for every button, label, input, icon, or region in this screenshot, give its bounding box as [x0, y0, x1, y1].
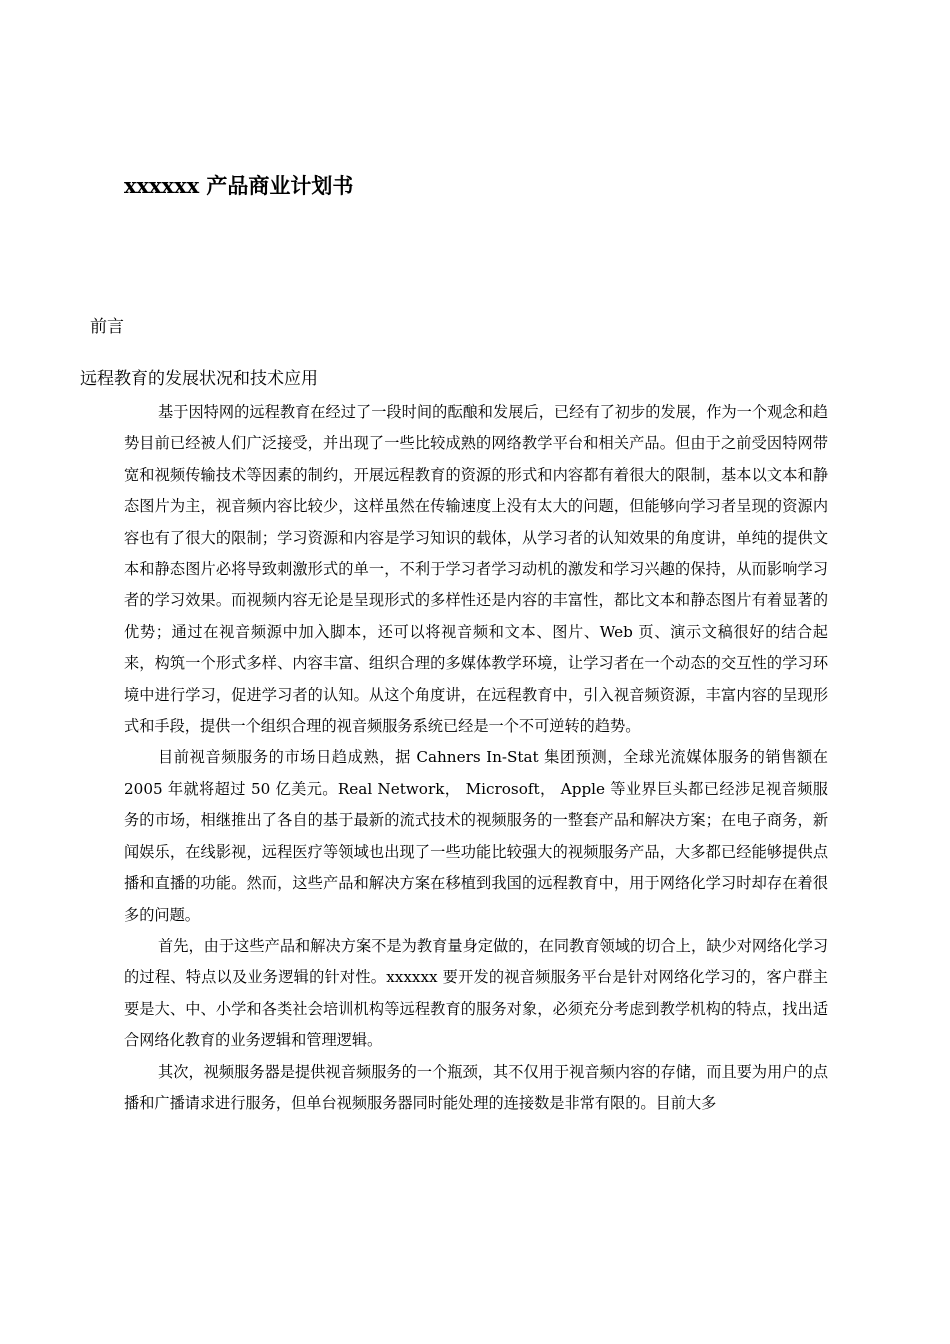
paragraph: 其次，视频服务器是提供视音频服务的一个瓶颈，其不仅用于视音频内容的存储，而且要为用户的点播和广播请求进行服务，但单台视频服务器同时能处理的连接数是非常有限的。目前大多 — [124, 1062, 828, 1112]
body-text — [124, 397, 828, 1119]
paragraph: 目前视音频服务的市场日趋成熟，据 Cahners In-Stat 集团预测，全球光流媒体服务的销售额在 2005 年就将超过 50 亿美元。Real Network， Microsoft， Apple 等业界巨头都已经涉足视音频服务的市场，相继推出了各自的基于最新的流式技术的视频服务的一整套产品和解决方案；在电子商务，新闻娱乐，在线影视，远程医疗等领域也出现了一些功能比较强大的视频服务产品，大多都已经能够提供点播和直播的功能。然而，这些产品和解决方案在移植到我国的远程教育中，用于网络化学习时却存在着很多的问题。 — [124, 748, 828, 924]
preface-label: 前言 — [90, 317, 124, 337]
document-title: xxxxxx 产品商业计划书 — [124, 173, 354, 198]
paragraph: 首先，由于这些产品和解决方案不是为教育量身定做的，在同教育领域的切合上，缺少对网络化学习的过程、特点以及业务逻辑的针对性。xxxxxx 要开发的视音频服务平台是针对网络化学习的，客户群主要是大、中、小学和各类社会培训机构等远程教育的服务对象，必须充分考虑到教学机构的特点，找出适合网络化教育的业务逻辑和管理逻辑。 — [124, 936, 828, 1050]
paragraph: 基于因特网的远程教育在经过了一段时间的酝酿和发展后，已经有了初步的发展，作为一个观念和趋势目前已经被人们广泛接受，并出现了一些比较成熟的网络教学平台和相关产品。但由于之前受因特网带宽和视频传输技术等因素的制约，开展远程教育的资源的形式和内容都有着很大的限制，基本以文本和静态图片为主，视音频内容比较少，这样虽然在传输速度上没有太大的问题，但能够向学习者呈现的资源内容也有了很大的限制；学习资源和内容是学习知识的载体，从学习者的认知效果的角度讲，单纯的提供文本和静态图片必将导致刺激形式的单一，不利于学习者学习动机的激发和学习兴趣的保持，从而影响学习者的学习效果。而视频内容无论是呈现形式的多样性还是内容的丰富性，都比文本和静态图片有着显著的优势；通过在视音频源中加入脚本，还可以将视音频和文本、图片、Web 页、演示文稿很好的结合起来，构筑一个形式多样、内容丰富、组织合理的多媒体教学环境，让学习者在一个动态的交互性的学习环境中进行学习，促进学习者的认知。从这个角度讲，在远程教育中，引入视音频资源，丰富内容的呈现形式和手段，提供一个组织合理的视音频服务系统已经是一个不可逆转的趋势。 — [124, 403, 828, 736]
section-heading: 远程教育的发展状况和技术应用 — [80, 369, 318, 389]
